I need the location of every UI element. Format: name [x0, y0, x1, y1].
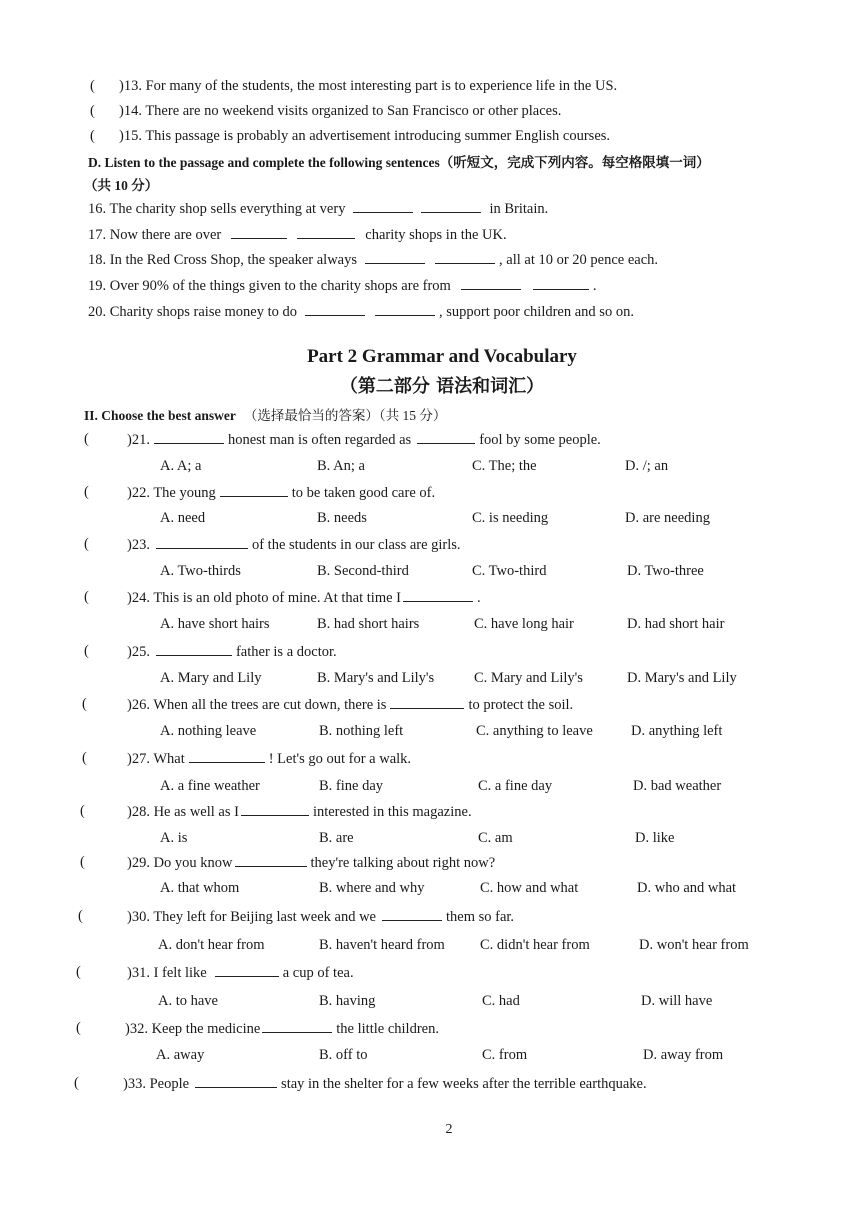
answer-paren-14: (	[90, 103, 95, 119]
option-31-a: A. to have	[158, 993, 218, 1009]
option-23-d: D. Two-three	[627, 563, 704, 579]
question-25: )25. father is a doctor.	[127, 644, 337, 660]
question-13: )13. For many of the students, the most interesting part is to experience life in the US.	[119, 78, 618, 94]
answer-paren-15: (	[90, 128, 95, 144]
option-21-b: B. An; a	[317, 458, 365, 474]
option-23-c: C. Two-third	[472, 563, 547, 579]
option-22-c: C. is needing	[472, 510, 549, 526]
answer-paren-28: (	[80, 803, 85, 819]
question-22: )22. The young to be taken good care of.	[127, 485, 436, 501]
question-18: 18. In the Red Cross Shop, the speaker always , all at 10 or 20 pence each.	[88, 252, 659, 268]
question-31: )31. I felt like a cup of tea.	[127, 965, 354, 981]
answer-paren-30: (	[78, 908, 83, 924]
option-26-d: D. anything left	[631, 723, 723, 739]
option-21-a: A. A; a	[160, 458, 202, 474]
option-27-c: C. a fine day	[478, 778, 553, 794]
question-26: )26. When all the trees are cut down, there is to protect the soil.	[127, 697, 574, 713]
option-24-d: D. had short hair	[627, 616, 725, 632]
option-29-d: D. who and what	[637, 880, 737, 896]
option-26-c: C. anything to leave	[476, 723, 593, 739]
option-21-d: D. /; an	[625, 458, 669, 474]
option-30-b: B. haven't heard from	[319, 937, 445, 953]
part2-title: Part 2 Grammar and Vocabulary	[307, 346, 577, 367]
answer-paren-21: (	[84, 431, 89, 447]
question-20: 20. Charity shops raise money to do , support poor children and so on.	[88, 304, 634, 320]
answer-paren-32: (	[76, 1020, 81, 1036]
answer-paren-26: (	[82, 696, 87, 712]
option-30-d: D. won't hear from	[639, 937, 749, 953]
option-32-d: D. away from	[643, 1047, 724, 1063]
option-24-c: C. have long hair	[474, 616, 574, 632]
question-29: )29. Do you know they're talking about right now?	[127, 855, 496, 871]
question-17: 17. Now there are over charity shops in the UK.	[88, 227, 507, 243]
option-29-c: C. how and what	[480, 880, 579, 896]
option-32-b: B. off to	[319, 1047, 368, 1063]
question-30: )30. They left for Beijing last week and we them so far.	[127, 909, 515, 925]
question-23: )23. of the students in our class are girls.	[127, 537, 461, 553]
question-15: )15. This passage is probably an advertisement introducing summer English courses.	[119, 128, 611, 144]
option-31-d: D. will have	[641, 993, 713, 1009]
option-26-a: A. nothing leave	[160, 723, 257, 739]
answer-paren-25: (	[84, 643, 89, 659]
option-23-a: A. Two-thirds	[160, 563, 241, 579]
option-28-a: A. is	[160, 830, 188, 846]
answer-paren-22: (	[84, 484, 89, 500]
answer-paren-24: (	[84, 589, 89, 605]
option-25-b: B. Mary's and Lily's	[317, 670, 435, 686]
page-number: 2	[445, 1122, 453, 1137]
question-19: 19. Over 90% of the things given to the charity shops are from .	[88, 278, 597, 294]
option-21-c: C. The; the	[472, 458, 537, 474]
question-16: 16. The charity shop sells everything at very in Britain.	[88, 201, 549, 217]
option-22-d: D. are needing	[625, 510, 710, 526]
option-28-c: C. am	[478, 830, 513, 846]
answer-paren-31: (	[76, 964, 81, 980]
question-32: )32. Keep the medicine the little children.	[125, 1021, 439, 1037]
option-27-a: A. a fine weather	[160, 778, 260, 794]
option-26-b: B. nothing left	[319, 723, 404, 739]
option-25-c: C. Mary and Lily's	[474, 670, 583, 686]
question-27: )27. What ! Let's go out for a walk.	[127, 751, 412, 767]
question-33: )33. People stay in the shelter for a few weeks after the terrible earthquake.	[123, 1076, 647, 1092]
section-d-heading: D. Listen to the passage and complete the following sentences（听短文，完成下列内容。每空格限填一词）	[88, 155, 710, 170]
section-ii-heading: II. Choose the best answer （选择最恰当的答案）（共 15 分）	[84, 408, 447, 423]
question-24: )24. This is an old photo of mine. At that time I .	[127, 590, 481, 606]
option-24-a: A. have short hairs	[160, 616, 270, 632]
option-29-a: A. that whom	[160, 880, 240, 896]
question-21: )21. honest man is often regarded as fool by some people.	[127, 432, 601, 448]
answer-paren-29: (	[80, 854, 85, 870]
option-31-c: C. had	[482, 993, 520, 1009]
answer-paren-27: (	[82, 750, 87, 766]
option-30-c: C. didn't hear from	[480, 937, 590, 953]
part2-title-cn: （第二部分 语法和词汇）	[339, 376, 545, 397]
option-30-a: A. don't hear from	[158, 937, 265, 953]
question-28: )28. He as well as I interested in this magazine.	[127, 804, 472, 820]
option-24-b: B. had short hairs	[317, 616, 420, 632]
option-22-a: A. need	[160, 510, 206, 526]
answer-paren-13: (	[90, 78, 95, 94]
option-32-c: C. from	[482, 1047, 528, 1063]
answer-paren-23: (	[84, 536, 89, 552]
option-32-a: A. away	[156, 1047, 205, 1063]
option-23-b: B. Second-third	[317, 563, 409, 579]
question-14: )14. There are no weekend visits organized to San Francisco or other places.	[119, 103, 562, 119]
answer-paren-33: (	[74, 1075, 79, 1091]
option-28-d: D. like	[635, 830, 675, 846]
section-d-score: （共 10 分）	[84, 178, 159, 193]
option-25-a: A. Mary and Lily	[160, 670, 262, 686]
option-29-b: B. where and why	[319, 880, 425, 896]
option-27-b: B. fine day	[319, 778, 384, 794]
option-27-d: D. bad weather	[633, 778, 722, 794]
option-25-d: D. Mary's and Lily	[627, 670, 737, 686]
option-31-b: B. having	[319, 993, 376, 1009]
option-28-b: B. are	[319, 830, 354, 846]
option-22-b: B. needs	[317, 510, 367, 526]
